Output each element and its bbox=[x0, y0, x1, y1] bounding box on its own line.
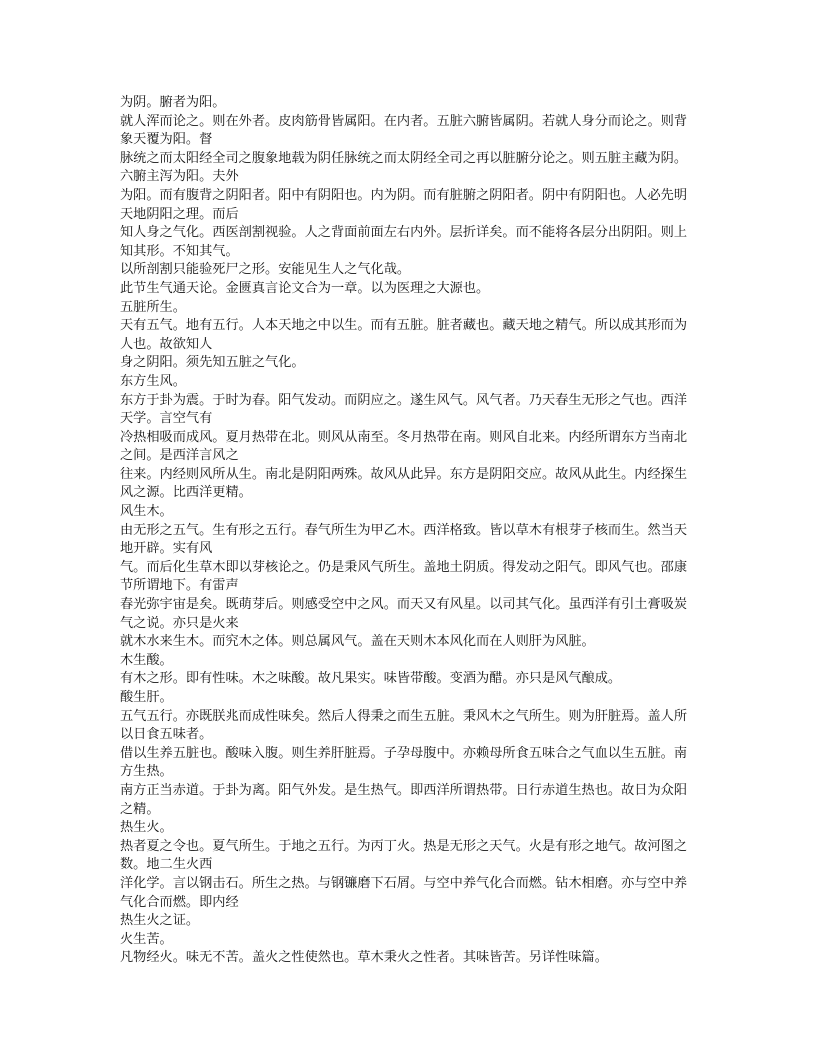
text-line: 脉统之而太阳经全司之腹象地载为阴任脉统之而太阴经全司之再以脏腑分论之。则五脏主藏为阴。六腑主泻为阳。夫外 bbox=[120, 150, 688, 185]
text-line: 春光弥宇宙是矣。既萌芽后。则感受空中之风。而天又有风星。以司其气化。虽西洋有引土膏吸炭气之说。亦只是火来 bbox=[120, 597, 688, 631]
section-heading: 东方生风。 bbox=[120, 373, 186, 389]
text-line: 冷热相吸而成风。夏月热带在北。则风从南至。冬月热带在南。则风自北来。内经所谓东方当南北之间。是西洋言风之 bbox=[120, 429, 688, 464]
section-heading: 酸生肝。 bbox=[120, 690, 173, 705]
text-line: 借以生养五脏也。酸味入腹。则生养肝脏焉。子孕母腹中。亦赖母所食五味合之气血以生五脏。南方生热。 bbox=[120, 745, 688, 780]
text-line: 热生火之证。 bbox=[120, 913, 200, 929]
text-line: 知人身之气化。西医剖割视验。人之背面前面左右内外。层折详矣。而不能将各层分出阴阳。则上知其形。不知其气。 bbox=[120, 225, 688, 259]
text-line: 天有五气。地有五行。人本天地之中以生。而有五脏。脏者藏也。藏天地之精气。所以成其形而为人也。故欲知人 bbox=[120, 318, 688, 352]
text-line: 往来。内经则风所从生。南北是阴阳两殊。故风从此异。东方是阴阳交应。故风从此生。内经探生风之源。比西洋更精。 bbox=[120, 466, 688, 501]
section-heading: 火生苦。 bbox=[120, 931, 173, 947]
section-heading: 风生木。 bbox=[120, 504, 173, 520]
text-line: 就木水来生木。而究木之体。则总属风气。盖在天则木本风化而在人则肝为风脏。 bbox=[120, 634, 595, 650]
text-line: 五气五行。亦既朕兆而成性味矣。然后人得秉之而生五脏。秉风木之气所生。则为肝脏焉。盖人所以日食五味者。 bbox=[120, 708, 688, 743]
text-line: 凡物经火。味无不苦。盖火之性使然也。草木秉火之性者。其味皆苦。另详性味篇。 bbox=[120, 950, 608, 966]
text-line: 以所剖割只能验死尸之形。安能见生人之气化哉。 bbox=[120, 262, 411, 278]
text-line: 由无形之五气。生有形之五行。春气所生为甲乙木。西洋格致。皆以草木有根芽子核而生。然当天地开辟。实有风 bbox=[120, 522, 688, 557]
text-line: 南方正当赤道。于卦为离。阳气外发。是生热气。即西洋所谓热带。日行赤道生热也。故日为众阳之精。 bbox=[120, 782, 688, 817]
text-line: 身之阴阳。须先知五脏之气化。 bbox=[120, 355, 305, 371]
text-line: 气。而后化生草木即以芽核论之。仍是秉风气所生。盖地土阴质。得发动之阳气。即风气也。邵康节所谓地下。有雷声 bbox=[120, 559, 688, 594]
text-line: 东方于卦为震。于时为春。阳气发动。而阴应之。遂生风气。风气者。乃天春生无形之气也。西洋天学。言空气有 bbox=[120, 392, 688, 427]
document-page bbox=[120, 94, 700, 968]
text-line: 有木之形。即有性味。木之味酸。故凡果实。味皆带酸。变酒为醋。亦只是风气酿成。 bbox=[120, 671, 622, 687]
text-line: 热者夏之令也。夏气所生。于地之五行。为丙丁火。热是无形之天气。火是有形之地气。故河图之数。地二生火西 bbox=[120, 838, 688, 873]
text-line: 此节生气通天论。金匮真言论文合为一章。以为医理之大源也。 bbox=[120, 280, 490, 296]
section-heading: 木生酸。 bbox=[120, 652, 173, 668]
text-line: 为阴。腑者为阳。 bbox=[120, 95, 226, 110]
section-heading: 热生火。 bbox=[120, 820, 173, 836]
text-line: 洋化学。言以钢击石。所生之热。与钢镰磨下石屑。与空中养气化合而燃。钻木相磨。亦与空中养气化合而燃。即内经 bbox=[120, 875, 688, 910]
section-heading: 五脏所生。 bbox=[120, 299, 186, 315]
text-line: 就人浑而论之。则在外者。皮肉筋骨皆属阳。在内者。五脏六腑皆属阴。若就人身分而论之。则背象天覆为阳。督 bbox=[120, 113, 688, 148]
text-line: 为阳。而有腹背之阴阳者。阳中有阴阳也。内为阴。而有脏腑之阴阳者。阴中有阴阳也。人必先明天地阴阳之理。而后 bbox=[120, 187, 688, 222]
